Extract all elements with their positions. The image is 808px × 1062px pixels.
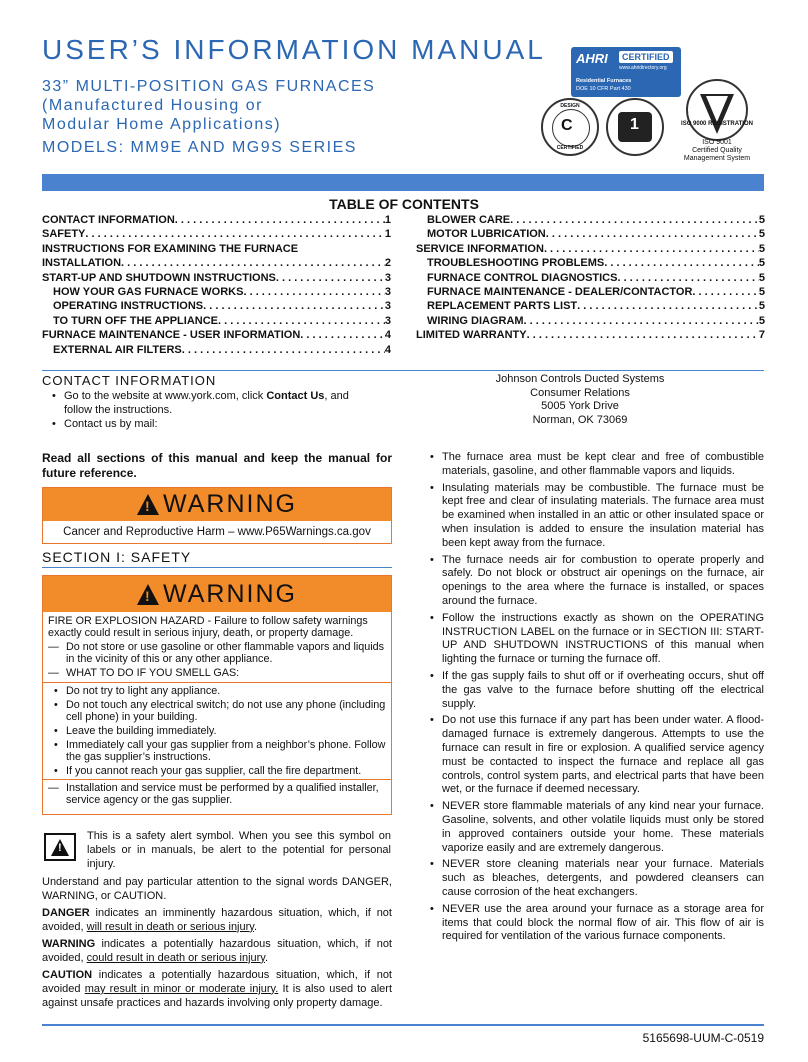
address-line: 5005 York Drive (541, 400, 619, 412)
danger-word: DANGER (42, 907, 90, 919)
safety-bullets-right (430, 451, 764, 947)
mailing-address (440, 373, 720, 427)
toc-right-column (416, 213, 765, 343)
safety-alert-symbol-box (44, 833, 76, 861)
toc-entry[interactable] (416, 256, 765, 270)
toc-entry-page: 1 (384, 214, 391, 226)
toc-entry-page: 3 (384, 300, 391, 313)
def-text: indicates a potentially hazardous situation, which, if not avoided (42, 969, 392, 995)
ahri-brand: AHRI (576, 51, 608, 66)
def-underlined: may result in minor or moderate injury. (84, 982, 279, 995)
alert-triangle-icon: ! (137, 584, 159, 605)
warning-intro: FIRE OR EXPLOSION HAZARD - Failure to follow safety warnings exactly could result in serious injury, death, or property damage. (48, 615, 368, 639)
iso-line2: Management System (683, 155, 751, 162)
warning-body (43, 612, 391, 806)
toc-leader (546, 227, 759, 241)
iso-ring-text: ISO 9000 REGISTRATION (681, 121, 753, 127)
toc-entry-label: FURNACE CONTROL DIAGNOSTICS (427, 271, 618, 284)
gas-smell-bullets (48, 685, 386, 777)
def-text: indicates an imminently hazardous situation, which, if not avoided, (42, 907, 392, 933)
toc-entry-label: FURNACE MAINTENANCE - USER INFORMATION (42, 329, 301, 342)
safety-bullet: • The furnace needs air for combustion to operate properly and safely. Do not block or obstruct air openings on the furnace, air openings to the area where the furnace is installed, or spaces around the furnace. (442, 554, 764, 609)
toc-entry[interactable] (416, 285, 765, 299)
toc-entry[interactable] (42, 271, 391, 285)
toc-leader (218, 314, 385, 328)
caution-word: CAUTION (42, 969, 93, 981)
toc-entry-label: HOW YOUR GAS FURNACE WORKS (53, 286, 244, 299)
address-line: Consumer Relations (530, 386, 630, 399)
safety-bullet: • The furnace area must be kept clear and free of combustible materials, gasoline, and other flammable vapors and liquids. (442, 451, 764, 479)
def-underlined: could result in death or serious injury (86, 951, 265, 964)
seal-top-text: DESIGN (560, 103, 580, 109)
ahri-certified-tag: CERTIFIED (619, 51, 673, 63)
toc-entry-page: 5 (758, 228, 765, 241)
gas-smell-bullet: • If you cannot reach your gas supplier, call the fire department. (66, 765, 386, 777)
contact-b1-pre: Go to the website at www.york.com, click (64, 390, 267, 402)
safety-bullet: • Insulating materials may be combustible. The furnace must be kept free and clear of insulating materials. The furnace area must be examined when installed in an attic or other insulated space or when insulation is added to ensure the insulation material has been kept away from the furnace. (442, 482, 764, 551)
signal-words-text: Understand and pay particular attention to the signal words DANGER, WARNING, or CAUTION. (42, 876, 392, 902)
toc-entry-page: 1 (384, 228, 391, 241)
toc-title: TABLE OF CONTENTS (329, 196, 479, 212)
warning-dash-item: — WHAT TO DO IF YOU SMELL GAS: (48, 667, 240, 679)
toc-leader (203, 299, 385, 313)
safety-bullet: • NEVER store flammable materials of any kind near your furnace. Gasoline, solvents, and other volatile liquids must only be stored in approved containers outside your home. These materials vaporize easily and are extremely dangerous. (442, 800, 764, 855)
toc-entry[interactable] (42, 343, 391, 357)
toc-entry[interactable] (42, 285, 391, 299)
toc-entry-page: 5 (758, 300, 765, 313)
iso-line1: Certified Quality (692, 147, 742, 154)
toc-leader (276, 271, 385, 285)
safety-bullet: • NEVER use the area around your furnace as a storage area for items that could block the normal flow of air. This flow of air is required for ventilation of the various furnace components. (442, 903, 764, 944)
toc-entry[interactable] (416, 242, 765, 256)
toc-entry-page: 4 (384, 329, 391, 342)
ahri-line2: DOE 10 CFR Part 430 (576, 86, 631, 92)
gas-smell-bullet: • Do not try to light any appliance. (66, 685, 386, 697)
iso-std: ISO 9001 (702, 139, 732, 146)
toc-entry-label: START-UP AND SHUTDOWN INSTRUCTIONS (42, 271, 276, 284)
def-text: indicates a potentially hazardous situation, which, if not avoided, (42, 938, 392, 964)
manual-title: USER’S INFORMATION MANUAL (42, 34, 546, 65)
warning-word: WARNING (42, 938, 96, 950)
safety-bullet: • If the gas supply fails to shut off or if overheating occurs, shut off the gas valve to the furnace before shutting off the electrical supply. (442, 670, 764, 711)
toc-leader (300, 328, 385, 342)
toc-leader (85, 227, 384, 241)
document-number: 5165698-UUM-C-0519 (642, 1031, 764, 1045)
section-safety-heading: SECTION I: SAFETY (42, 549, 192, 565)
toc-leader (243, 285, 384, 299)
toc-leader (510, 213, 759, 227)
toc-entry[interactable] (42, 328, 391, 342)
toc-entry-label: LIMITED WARRANTY (416, 329, 527, 342)
toc-entry[interactable] (416, 328, 765, 342)
warning-dash-item: — Installation and service must be performed by a qualified installer, service agency or the gas supplier. (48, 782, 386, 806)
models-line: MODELS: MM9E AND MG9S SERIES (42, 139, 357, 156)
toc-entry-page: 4 (384, 343, 391, 356)
toc-entry[interactable] (42, 213, 391, 227)
toc-leader (604, 256, 759, 270)
toc-entry[interactable] (416, 213, 765, 227)
toc-entry-label: FURNACE MAINTENANCE - DEALER/CONTACTOR (427, 286, 693, 299)
toc-entry-page: 3 (384, 286, 391, 299)
toc-leader (121, 256, 385, 270)
warning-dash-text: Do not store or use gasoline or other flammable vapors and liquids in the vicinity of this or any other appliance. (66, 641, 385, 665)
toc-leader (617, 271, 758, 285)
toc-entry-page: 2 (384, 257, 391, 270)
header-blue-bar (42, 174, 764, 191)
seal-bottom-text: CERTIFIED (556, 145, 584, 151)
toc-entry-label: INSTRUCTIONS FOR EXAMINING THE FURNACE (42, 242, 299, 255)
toc-entry[interactable] (416, 299, 765, 313)
toc-entry[interactable] (416, 227, 765, 241)
toc-entry-label: WIRING DIAGRAM (427, 314, 524, 327)
address-line: Norman, OK 73069 (532, 413, 628, 426)
toc-entry-label: BLOWER CARE (427, 214, 511, 226)
contact-b1-post: , and follow the instructions. (64, 390, 349, 416)
toc-entry-page: 3 (384, 314, 391, 327)
toc-entry-page: 5 (758, 314, 765, 327)
toc-entry-page: 5 (758, 271, 765, 284)
gas-smell-bullet: • Immediately call your gas supplier from a neighbor’s phone. Follow the gas supplier’s instructions. (66, 739, 386, 763)
def-post: It is also used to alert against unsafe practices and hazards involving only property damage. (42, 982, 393, 1009)
ahri-certified-logo (571, 47, 681, 97)
toc-entry[interactable] (42, 242, 391, 256)
toc-entry-page: 5 (758, 214, 765, 226)
safety-bullet: • NEVER store cleaning materials near your furnace. Materials such as bleaches, detergents, and powdered cleansers can cause corrosion of the heat exchangers. (442, 858, 764, 899)
toc-entry-page: 7 (758, 329, 765, 342)
warning-header-text: WARNING (163, 490, 297, 518)
subtitle-line: Modular Home Applications) (42, 116, 282, 133)
certification-badge-icon: 1 (606, 98, 664, 156)
toc-entry-label: INSTALLATION (42, 257, 122, 270)
warning-dash-text: Installation and service must be performed by a qualified installer, service agency or the gas supplier. (66, 782, 379, 806)
contact-bullet-mail: • Contact us by mail: (64, 418, 370, 432)
toc-entry-label: SAFETY (42, 228, 86, 241)
toc-entry[interactable] (42, 227, 391, 241)
toc-entry-label: MOTOR LUBRICATION (427, 228, 546, 241)
contact-rule (42, 370, 764, 371)
toc-entry-page: 5 (758, 286, 765, 299)
subtitle-line: 33” MULTI-POSITION GAS FURNACES (42, 78, 376, 95)
prop65-warning-box (42, 487, 392, 544)
toc-entry-label: SERVICE INFORMATION (416, 242, 544, 255)
toc-left-column (42, 213, 391, 357)
alert-symbol-text: This is a safety alert symbol. When you see this symbol on labels or in manuals, be alert to the potential for personal injury. (87, 830, 391, 870)
toc-leader (175, 213, 385, 227)
contact-us-link[interactable]: Contact Us (266, 390, 325, 402)
safety-alert-icon: ! (51, 839, 69, 856)
read-all-note: Read all sections of this manual and keep the manual for future reference. (42, 451, 392, 480)
toc-leader (182, 343, 385, 357)
gas-smell-bullet: • Do not touch any electrical switch; do not use any phone (including cell phone) in your building. (66, 699, 386, 723)
section-rule (42, 567, 392, 568)
gas-smell-bullet: • Leave the building immediately. (66, 725, 386, 737)
warning-header-text: WARNING (163, 579, 297, 608)
toc-leader (577, 299, 759, 313)
contact-heading: CONTACT INFORMATION (42, 373, 217, 388)
warning-dash-item: — Do not store or use gasoline or other flammable vapors and liquids in the vicinity of this or any other appliance. (48, 641, 385, 665)
contact-bullet-website (64, 390, 370, 417)
safety-bullet: • Do not use this furnace if any part has been under water. A flood-damaged furnace is extremely dangerous. Attempts to use the furnace can result in fire or explosion. A qualified service agency must be contacted to inspect the furnace and replace all gas controls, control system parts, and electrical parts that have been wet, or the furnace if deemed necessary. (442, 714, 764, 797)
toc-entry[interactable] (416, 314, 765, 328)
toc-entry-page: 5 (758, 257, 765, 270)
toc-entry[interactable] (42, 256, 391, 270)
ahri-line1: Residential Furnaces (576, 78, 632, 84)
toc-leader (544, 242, 759, 256)
address-line: Johnson Controls Ducted Systems (495, 373, 665, 385)
warning-header (43, 576, 391, 612)
toc-entry[interactable] (416, 271, 765, 285)
toc-entry-label: TROUBLESHOOTING PROBLEMS (427, 257, 605, 270)
def-underlined: will result in death or serious injury (86, 920, 254, 933)
toc-leader (524, 314, 759, 328)
toc-entry-page: 5 (758, 242, 765, 255)
iso-ring-icon (672, 72, 762, 142)
toc-entry-label: REPLACEMENT PARTS LIST (427, 300, 578, 313)
def-post: . (265, 951, 269, 964)
ahri-site: www.ahridirectory.org (619, 65, 667, 71)
toc-entry-label: OPERATING INSTRUCTIONS (53, 300, 204, 313)
toc-entry-label: CONTACT INFORMATION (42, 214, 175, 226)
prop65-text: Cancer and Reproductive Harm – www.P65Warnings.ca.gov (63, 526, 371, 538)
danger-definition (42, 907, 392, 935)
iso-9000-registration-badge (672, 72, 762, 172)
def-post: . (253, 920, 258, 933)
toc-entry-page: 3 (384, 271, 391, 284)
warning-definition (42, 938, 392, 966)
design-certified-seal-icon: DESIGN CERTIFIED C (541, 98, 599, 156)
toc-entry[interactable] (42, 299, 391, 313)
toc-entry-label: EXTERNAL AIR FILTERS (53, 343, 182, 356)
toc-leader (527, 328, 759, 342)
toc-entry[interactable] (42, 314, 391, 328)
warning-header (43, 488, 391, 521)
iso-caption (672, 139, 762, 163)
caution-definition (42, 969, 392, 1010)
safety-bullet: • Follow the instructions exactly as shown on the OPERATING INSTRUCTION LABEL on the furnace or in SECTION III: START-UP AND SHUTDOWN INSTRUCTIONS of this manual when lighting the furnace or turning the furnace off. (442, 612, 764, 667)
alert-triangle-icon: ! (137, 494, 159, 515)
toc-entry-label: TO TURN OFF THE APPLIANCE (53, 314, 218, 327)
toc-leader (692, 285, 758, 299)
contact-list (50, 390, 370, 433)
footer-rule (42, 1024, 764, 1026)
fire-explosion-warning-box (42, 575, 392, 815)
subtitle (42, 77, 462, 134)
warning-dash-text: WHAT TO DO IF YOU SMELL GAS: (66, 667, 240, 679)
subtitle-line: (Manufactured Housing or (42, 97, 263, 114)
